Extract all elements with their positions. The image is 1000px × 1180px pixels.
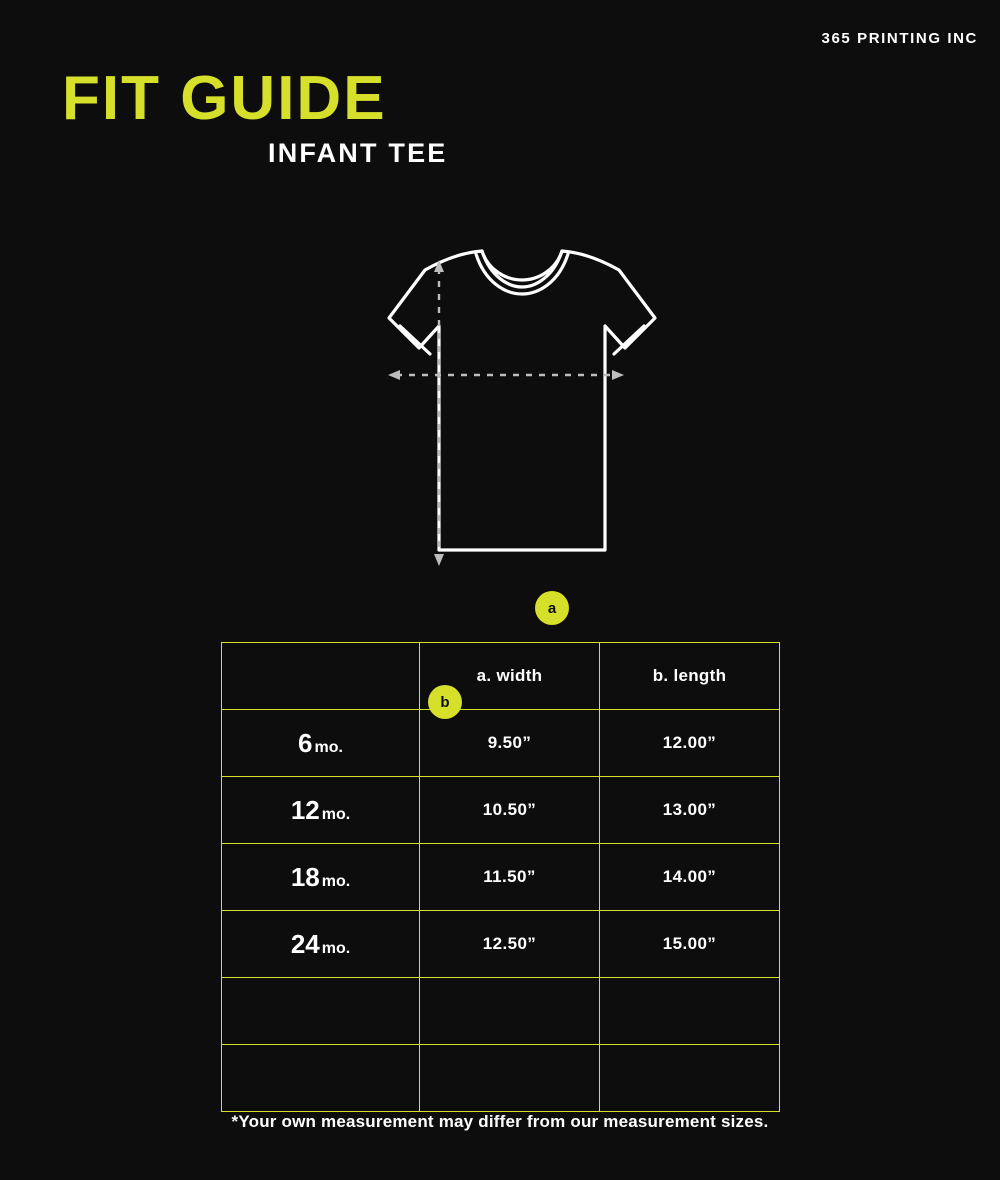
table-row	[222, 710, 780, 777]
size-unit: mo.	[321, 939, 351, 957]
row-length: 13.00”	[600, 777, 780, 844]
table-header-row	[222, 643, 780, 710]
size-unit: mo.	[321, 805, 351, 823]
table-row	[222, 777, 780, 844]
table-row	[222, 844, 780, 911]
row-length: 14.00”	[600, 844, 780, 911]
badge-b: b	[428, 685, 462, 719]
brand-name: 365 PRINTING INC	[821, 30, 978, 47]
column-header-length: b. length	[600, 643, 780, 710]
row-width	[420, 1045, 600, 1112]
badge-a: a	[535, 591, 569, 625]
size-unit: mo.	[321, 872, 351, 890]
row-width: 10.50”	[420, 777, 600, 844]
size-value: 18	[290, 861, 320, 892]
row-size	[222, 777, 420, 844]
row-length: 15.00”	[600, 911, 780, 978]
row-width: 11.50”	[420, 844, 600, 911]
row-length	[600, 978, 780, 1045]
table-row	[222, 1045, 780, 1112]
page-subtitle: INFANT TEE	[268, 138, 448, 168]
row-width	[420, 978, 600, 1045]
row-size	[222, 1045, 420, 1112]
row-size	[222, 911, 420, 978]
row-width: 12.50”	[420, 911, 600, 978]
column-header-blank	[222, 643, 420, 710]
footnote: *Your own measurement may differ from our measurement sizes.	[231, 1112, 769, 1131]
row-length	[600, 1045, 780, 1112]
size-value: 12	[290, 794, 320, 825]
row-size	[222, 710, 420, 777]
size-value: 24	[290, 928, 320, 959]
table-row	[222, 911, 780, 978]
row-length: 12.00”	[600, 710, 780, 777]
size-value: 6	[298, 727, 313, 758]
size-table	[221, 642, 780, 1112]
row-width: 9.50”	[420, 710, 600, 777]
page-title: FIT GUIDE	[62, 64, 387, 133]
row-size	[222, 844, 420, 911]
size-unit: mo.	[314, 738, 343, 756]
row-size	[222, 978, 420, 1045]
measurement-lines	[300, 240, 700, 580]
column-header-width: a. width	[420, 643, 600, 710]
table-row	[222, 978, 780, 1045]
